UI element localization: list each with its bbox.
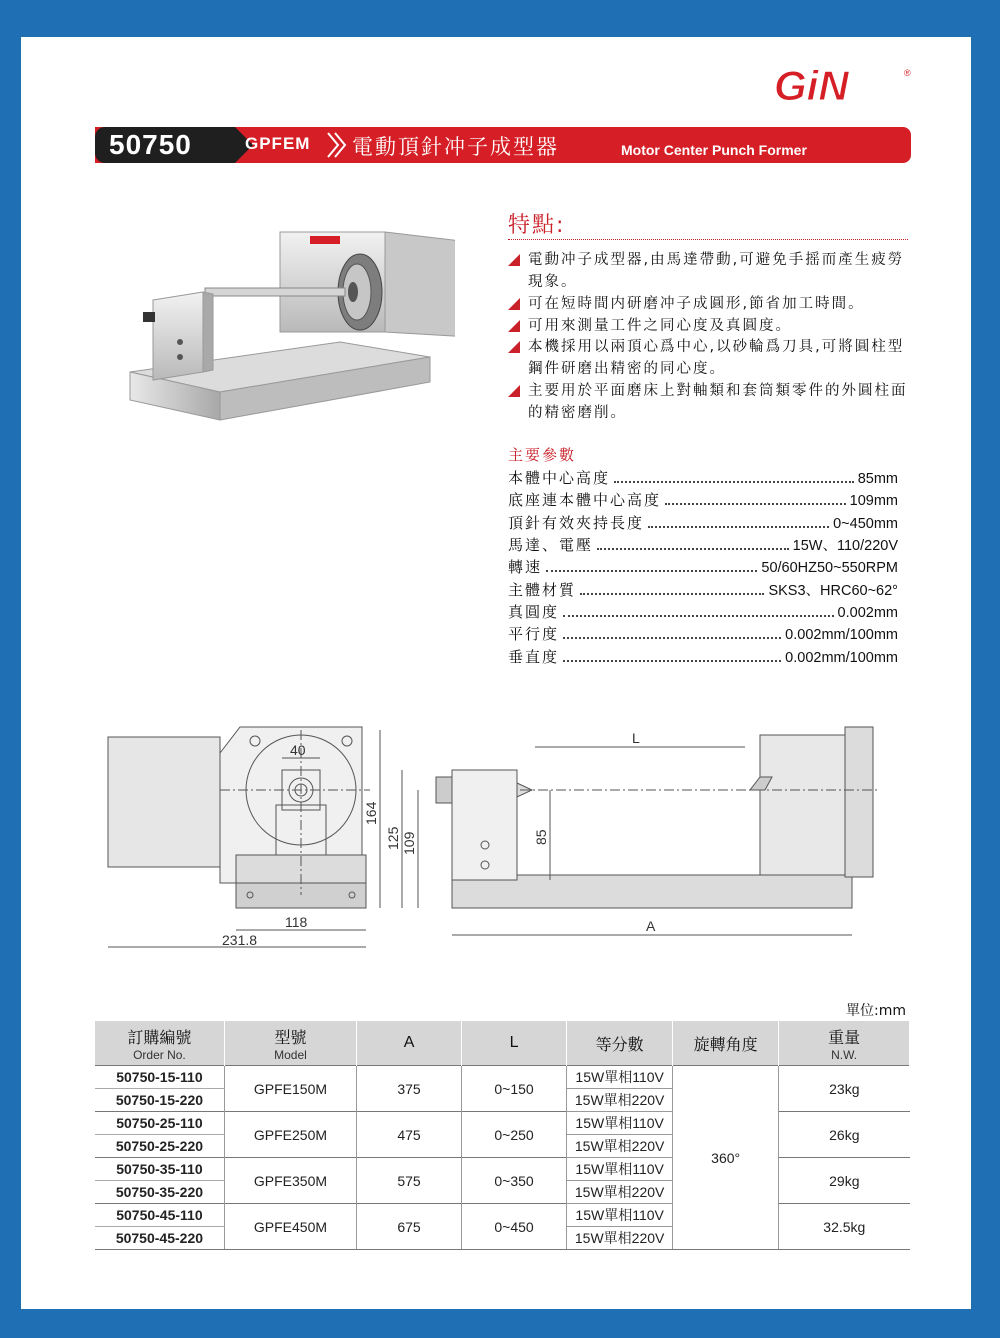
table-row: 50750-25-110 GPFE250M 475 0~250 15W單相110V 26kg bbox=[95, 1112, 910, 1135]
spec-row bbox=[508, 467, 898, 489]
features-title: 特點: bbox=[508, 213, 566, 238]
feature-text: 電動冲子成型器,由馬達帶動,可避免手摇而產生疲勞現象。 bbox=[528, 252, 905, 290]
specs-title: 主要參數 bbox=[508, 446, 577, 464]
feature-item bbox=[508, 249, 908, 293]
header-angle: 旋轉角度 bbox=[673, 1021, 779, 1066]
spec-label: 底座連本體中心高度 bbox=[508, 491, 662, 509]
feature-text: 本機採用以兩頂心爲中心,以砂輪爲刀具,可將圓柱型鋼件研磨出精密的同心度。 bbox=[528, 339, 905, 377]
dim-a: A bbox=[646, 918, 656, 934]
header-l: L bbox=[462, 1021, 567, 1066]
spec-row bbox=[508, 489, 898, 511]
order-table bbox=[95, 1021, 910, 1250]
header-divisions: 等分數 bbox=[567, 1021, 673, 1066]
table-row: 50750-45-220 15W單相220V bbox=[95, 1227, 910, 1250]
triangle-bullet-icon bbox=[508, 385, 520, 397]
triangle-bullet-icon bbox=[508, 320, 520, 332]
header-a: A bbox=[357, 1021, 462, 1066]
spec-row bbox=[508, 646, 898, 668]
spec-label: 垂直度 bbox=[508, 648, 560, 666]
dim-231: 231.8 bbox=[222, 932, 258, 948]
table-row: 50750-45-110 GPFE450M 675 0~450 15W單相110V 32.5kg bbox=[95, 1204, 910, 1227]
spec-value: 0~450mm bbox=[833, 516, 898, 532]
spec-label: 主體材質 bbox=[508, 581, 577, 599]
product-code: GPFEM bbox=[245, 134, 311, 153]
spec-label: 轉速 bbox=[508, 558, 543, 576]
spec-value: 50/60HZ50~550RPM bbox=[761, 560, 898, 576]
dim-109: 109 bbox=[401, 831, 417, 855]
spec-row bbox=[508, 556, 898, 578]
table-row: 50750-15-220 15W單相220V bbox=[95, 1089, 910, 1112]
spec-value: 0.002mm/100mm bbox=[785, 650, 898, 666]
spec-label: 馬達、電壓 bbox=[508, 536, 594, 554]
triangle-bullet-icon bbox=[508, 341, 520, 353]
triangle-bullet-icon bbox=[508, 254, 520, 266]
header-weight: 重量 N.W. bbox=[779, 1021, 910, 1066]
table-row: 50750-25-220 15W單相220V bbox=[95, 1135, 910, 1158]
spec-value: 109mm bbox=[849, 493, 898, 509]
feature-item bbox=[508, 380, 908, 424]
chevron-right-icon bbox=[325, 131, 349, 159]
table-row: 50750-35-220 15W單相220V bbox=[95, 1181, 910, 1204]
header-order: 訂購編號 Order No. bbox=[95, 1021, 224, 1066]
dim-85: 85 bbox=[533, 829, 549, 845]
angle-cell: 360° bbox=[673, 1066, 779, 1250]
product-number: 50750 bbox=[109, 129, 192, 160]
features-divider bbox=[508, 239, 908, 240]
feature-text: 可用來測量工件之同心度及真圓度。 bbox=[528, 318, 792, 334]
dim-l: L bbox=[632, 730, 640, 746]
dim-40: 40 bbox=[290, 742, 306, 758]
registered-mark: ® bbox=[904, 68, 911, 78]
table-row: 50750-15-110 GPFE150M 375 0~150 15W單相110V 360° 23kg bbox=[95, 1066, 910, 1089]
unit-label: 單位:mm bbox=[846, 1003, 906, 1019]
spec-label: 本體中心高度 bbox=[508, 469, 611, 487]
triangle-bullet-icon bbox=[508, 298, 520, 310]
gin-logo bbox=[770, 60, 920, 110]
spec-value: SKS3、HRC60~62° bbox=[768, 583, 898, 599]
spec-value: 15W、110/220V bbox=[792, 538, 898, 554]
product-title-cn: 電動頂針冲子成型器 bbox=[352, 135, 559, 159]
spec-value: 0.002mm bbox=[837, 605, 898, 621]
product-title-en: Motor Center Punch Former bbox=[621, 142, 807, 158]
spec-value: 0.002mm/100mm bbox=[785, 627, 898, 643]
technical-drawing bbox=[100, 715, 900, 965]
spec-label: 真圓度 bbox=[508, 603, 560, 621]
spec-label: 頂針有效夾持長度 bbox=[508, 514, 645, 532]
feature-item bbox=[508, 336, 908, 380]
table-row: 50750-35-110 GPFE350M 575 0~350 15W單相110V 29kg bbox=[95, 1158, 910, 1181]
dim-125: 125 bbox=[385, 826, 401, 850]
feature-item bbox=[508, 315, 908, 337]
header-model: 型號 Model bbox=[224, 1021, 356, 1066]
spec-row bbox=[508, 579, 898, 601]
spec-row bbox=[508, 601, 898, 623]
feature-item bbox=[508, 293, 908, 315]
title-bar bbox=[95, 127, 911, 163]
feature-text: 主要用於平面磨床上對軸類和套筒類零件的外圓柱面的精密磨削。 bbox=[528, 383, 908, 421]
product-photo bbox=[125, 222, 455, 422]
spec-label: 平行度 bbox=[508, 625, 560, 643]
logo-text: GiN bbox=[774, 62, 849, 109]
spec-value: 85mm bbox=[857, 471, 898, 487]
spec-row bbox=[508, 623, 898, 645]
spec-row bbox=[508, 534, 898, 556]
spec-row bbox=[508, 512, 898, 534]
feature-text: 可在短時間内研磨冲子成圓形,節省加工時間。 bbox=[528, 296, 865, 312]
dim-118: 118 bbox=[285, 914, 308, 930]
dim-164: 164 bbox=[363, 801, 379, 825]
